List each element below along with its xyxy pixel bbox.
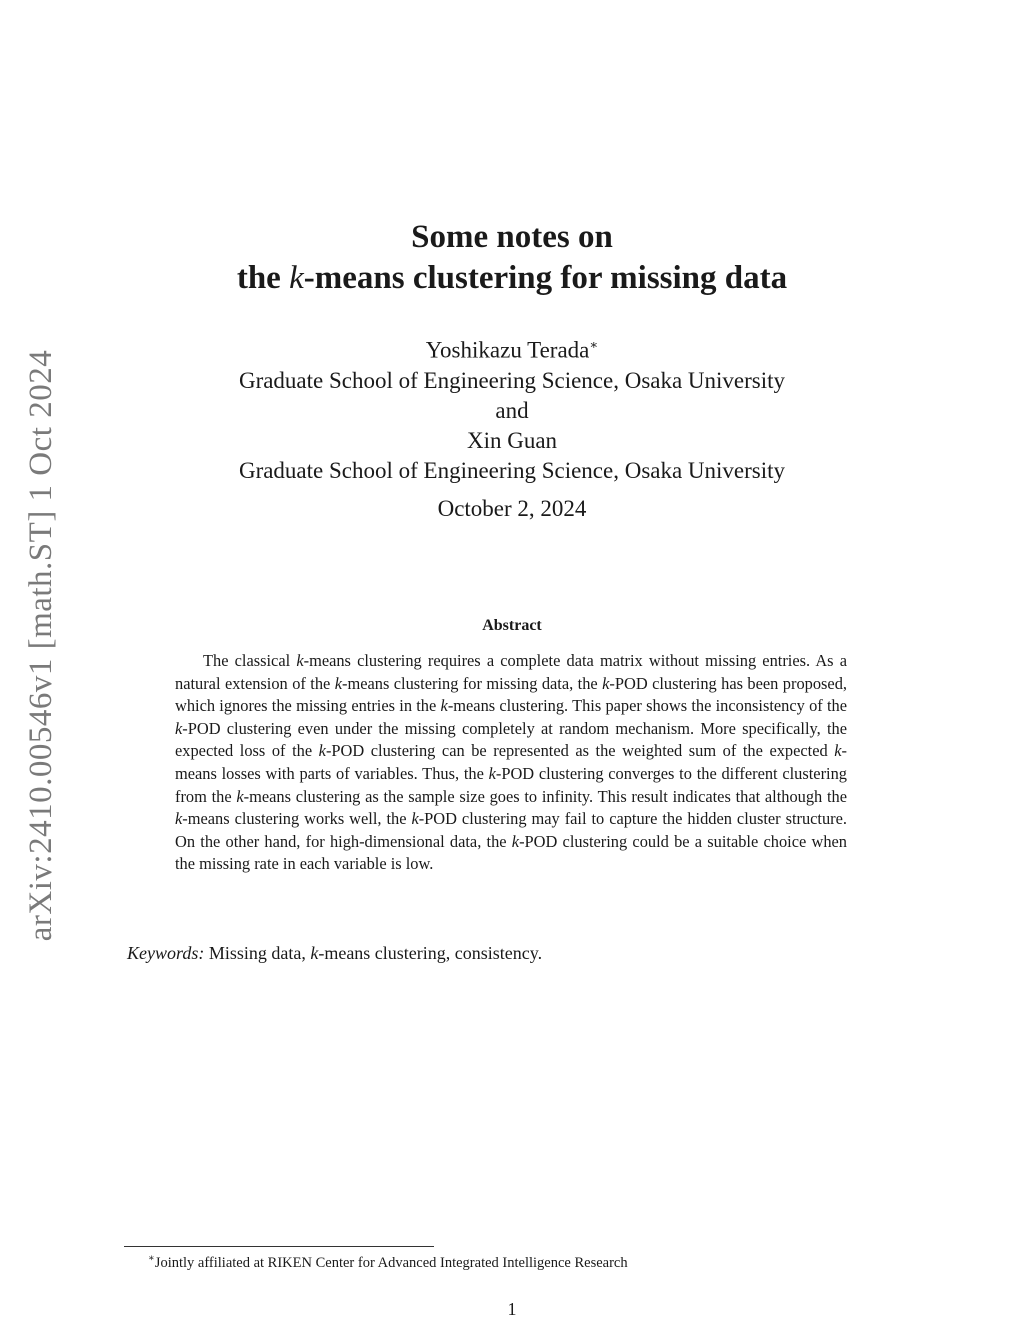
keywords-k-symbol: k bbox=[310, 943, 319, 963]
title-line-2-prefix: the bbox=[236, 260, 290, 296]
abstract-text: -POD clustering may fail to capture the hidden cluster structure. On the other hand, for high-dimensional data, the bbox=[175, 809, 848, 851]
title-line-1: Some notes on bbox=[411, 219, 613, 255]
keywords-text: Missing data, bbox=[204, 943, 311, 963]
abstract-k-symbol: k bbox=[834, 741, 842, 761]
paper-title bbox=[0, 217, 1024, 299]
abstract-k-symbol: k bbox=[511, 831, 520, 851]
author-1-name: Yoshikazu Terada bbox=[425, 337, 590, 363]
affiliation-2: Graduate School of Engineering Science, Osaka University bbox=[238, 457, 786, 483]
footnote-mark: ∗ bbox=[148, 1253, 155, 1264]
abstract-text: -means clustering requires a complete data matrix without missing entries. As a natural extension of the bbox=[175, 651, 847, 693]
abstract-heading: Abstract bbox=[482, 617, 542, 634]
footnote bbox=[148, 1253, 628, 1272]
abstract-k-symbol: k bbox=[488, 763, 496, 783]
footnote-rule bbox=[124, 1246, 434, 1247]
keywords-text: -means clustering, consistency. bbox=[318, 943, 543, 963]
abstract-k-symbol: k bbox=[411, 809, 419, 829]
abstract-k-symbol: k bbox=[334, 673, 343, 693]
abstract-text: -POD clustering even under the missing completely at random mechanism. More specifically, the expected loss of the bbox=[175, 718, 847, 761]
abstract-text: -POD clustering could be a suitable choice when the missing rate in each variable is low. bbox=[175, 831, 847, 874]
abstract-text: -means losses with parts of variables. Thus, the bbox=[175, 741, 847, 783]
abstract-text: -means clustering. This paper shows the inconsistency of the bbox=[447, 696, 847, 716]
arxiv-identifier-text: arXiv:2410.00546v1 [math.ST] 1 Oct 2024 bbox=[23, 349, 60, 941]
title-line-2-suffix: -means clustering for missing data bbox=[303, 260, 788, 296]
keywords bbox=[127, 943, 897, 964]
abstract-text: -means clustering as the sample size goes to infinity. This result indicates that although the bbox=[243, 786, 847, 806]
author-2: Xin Guan bbox=[466, 427, 558, 453]
author-block bbox=[0, 330, 1024, 486]
abstract-text: -POD clustering converges to the different clustering from the bbox=[175, 763, 847, 806]
abstract-k-symbol: k bbox=[602, 673, 610, 693]
abstract-text: -means clustering works well, the bbox=[182, 809, 412, 829]
abstract-body bbox=[175, 650, 847, 876]
abstract-k-symbol: k bbox=[175, 718, 183, 738]
author-1-footnote-mark: ∗ bbox=[589, 337, 599, 352]
page-number: 1 bbox=[507, 1299, 517, 1319]
abstract-k-symbol: k bbox=[236, 786, 244, 806]
author-1 bbox=[0, 330, 1024, 366]
keywords-label: Keywords: bbox=[127, 943, 205, 963]
abstract-text: -POD clustering can be represented as the weighted sum of the expected bbox=[325, 741, 835, 761]
title-line-2 bbox=[0, 258, 1024, 299]
abstract-text: The classical bbox=[203, 651, 297, 670]
footnote-text: Jointly affiliated at RIKEN Center for Advanced Integrated Intelligence Research bbox=[154, 1254, 628, 1271]
abstract-text: -POD clustering has been proposed, which ignores the missing entries in the bbox=[175, 673, 847, 716]
abstract-k-symbol: k bbox=[440, 696, 448, 716]
affiliation-1: Graduate School of Engineering Science, Osaka University bbox=[238, 367, 786, 393]
author-conjunction: and bbox=[495, 397, 529, 423]
abstract-k-symbol: k bbox=[296, 651, 304, 670]
abstract-k-symbol: k bbox=[175, 809, 183, 829]
title-k-symbol: k bbox=[289, 260, 304, 296]
abstract-text: -means clustering for missing data, the bbox=[342, 673, 603, 693]
paper-date: October 2, 2024 bbox=[437, 496, 587, 521]
abstract-k-symbol: k bbox=[318, 741, 326, 761]
